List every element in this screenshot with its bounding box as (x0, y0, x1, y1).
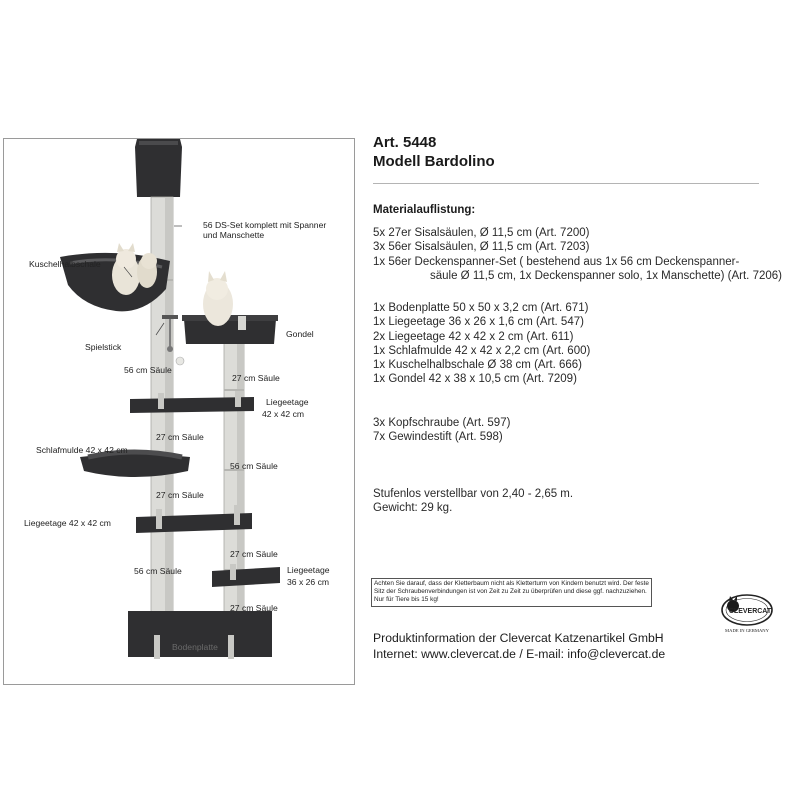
label-col27-b: 27 cm Säule (156, 432, 204, 442)
logo-brand-text: CLEVERCAT (728, 608, 772, 615)
materials-group-platforms (373, 301, 590, 387)
product-heading (373, 133, 495, 171)
list-item: 7x Gewindestift (Art. 598) (373, 431, 503, 444)
label-ds-set-line1: 56 DS-Set komplett mit Spanner (203, 220, 327, 230)
play-stick (162, 315, 178, 319)
list-item: 2x Liegeetage 42 x 42 x 2 cm (Art. 611) (373, 330, 574, 343)
list-item: 1x Liegeetage 36 x 26 x 1,6 cm (Art. 547) (373, 316, 584, 329)
label-col56-c: 56 cm Säule (134, 566, 182, 576)
label-liegeetage-c-2: 36 x 26 cm (287, 577, 330, 587)
list-item-continuation: säule Ø 11,5 cm, 1x Deckenspanner solo, 1x Manschette) (Art. 7206) (430, 269, 782, 282)
article-number: Art. 5448 (373, 134, 437, 151)
label-gondel: Gondel (286, 329, 314, 339)
label-col56-b: 56 cm Säule (230, 461, 278, 471)
safety-notice: Achten Sie darauf, dass der Kletterbaum nicht als Kletterturm von Kindern benutzt wird. Der feste Sitz der Schraubenverbindungen ist von Zeit zu Zeit zu überprüfen und diese ggf. nachzuziehen. Nur für Tiere bis 15 kg! (371, 578, 652, 607)
label-col27-a: 27 cm Säule (232, 373, 280, 383)
list-item: 1x 56er Deckenspanner-Set ( bestehend aus 1x 56 cm Deckenspanner- (373, 255, 740, 268)
label-col27-d: 27 cm Säule (230, 549, 278, 559)
model-name: Modell Bardolino (373, 153, 495, 170)
materials-group-hardware (373, 416, 510, 445)
label-liegeetage-a-2: 42 x 42 cm (262, 409, 305, 419)
gondel (184, 319, 276, 344)
product-figure (3, 138, 355, 685)
label-ds-set-line2: und Manschette (203, 230, 265, 240)
label-liegeetage-c-1: Liegeetage (287, 565, 330, 575)
list-item: 1x Bodenplatte 50 x 50 x 3,2 cm (Art. 671) (373, 302, 589, 314)
list-item: 3x Kopfschraube (Art. 597) (373, 417, 511, 429)
label-bodenplatte: Bodenplatte (172, 642, 218, 652)
materials-heading: Materialauflistung: (373, 204, 476, 216)
footer (373, 631, 665, 662)
list-item: 5x 27er Sisalsäulen, Ø 11,5 cm (Art. 7200) (373, 227, 590, 239)
label-liegeetage-b: Liegeetage 42 x 42 cm (24, 518, 111, 528)
list-item: 1x Schlafmulde 42 x 42 x 2,2 cm (Art. 600) (373, 344, 591, 357)
clevercat-logo (720, 590, 776, 639)
label-spielstick: Spielstick (85, 342, 122, 352)
ceiling-tensioner-cover (135, 139, 182, 197)
label-col56-a: 56 cm Säule (124, 365, 172, 375)
list-item: 1x Kuschelhalbschale Ø 38 cm (Art. 666) (373, 359, 583, 372)
label-schlafmulde: Schlafmulde 42 x 42 cm (36, 445, 128, 455)
list-item: 3x 56er Sisalsäulen, Ø 11,5 cm (Art. 7203) (373, 241, 590, 254)
contact-line: Internet: www.clevercat.de / E-mail: info@clevercat.de (373, 646, 666, 661)
platform-small (212, 567, 280, 587)
weight: Gewicht: 29 kg. (373, 502, 453, 515)
list-item: 1x Gondel 42 x 38 x 10,5 cm (Art. 7209) (373, 373, 577, 386)
label-kuschel: Kuschelhalbschale (29, 259, 101, 269)
logo-tagline-text: MADE IN GERMANY (725, 628, 769, 633)
company-line: Produktinformation der Clevercat Katzenartikel GmbH (373, 631, 664, 645)
label-col27-c: 27 cm Säule (156, 490, 204, 500)
materials-group-columns (373, 226, 782, 283)
clevercat-logo-icon (720, 590, 776, 634)
divider (373, 183, 759, 184)
label-liegeetage-a-1: Liegeetage (266, 397, 309, 407)
label-col27-e: 27 cm Säule (230, 603, 278, 613)
specs (373, 487, 573, 516)
adjustable-height: Stufenlos verstellbar von 2,40 - 2,65 m. (373, 488, 574, 500)
